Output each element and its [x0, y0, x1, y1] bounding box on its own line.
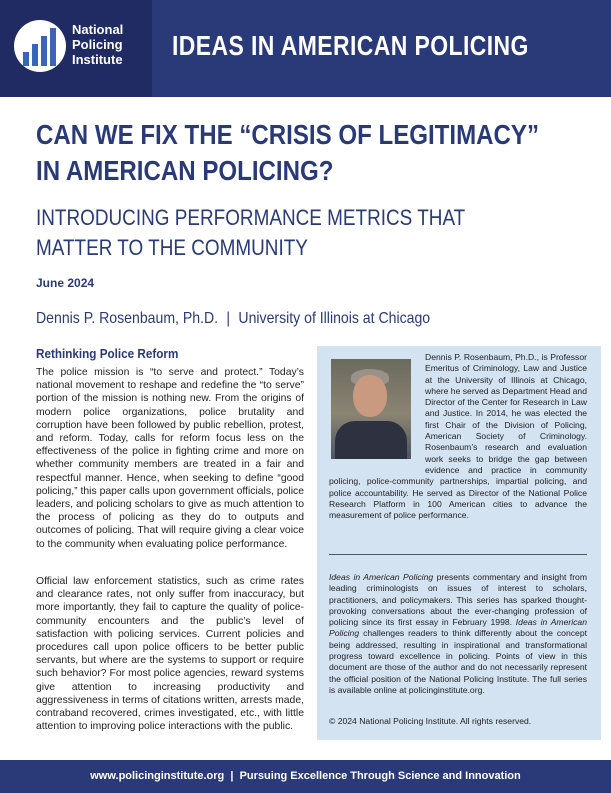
page-title	[36, 117, 540, 189]
author-name: Dennis P. Rosenbaum, Ph.D.	[36, 310, 219, 327]
logo-bars-icon	[14, 20, 66, 72]
logo-line-1: National	[72, 22, 124, 37]
author-bio-block	[329, 352, 587, 521]
author-separator: |	[226, 310, 231, 327]
article-paragraph-1: The police mission is “to serve and protect.” Today’s national movement to reshape and redefine the “to serve” portion of the mission is nothing new. From the origins of modern police organizations, police brutality and corruption have been followed by public rebellion, protest, and reform. Today, calls for reform focus less on the effectiveness of the police in fighting crime and more on whether community members are treated in a fair and respectful manner. Hence, when seeking to define “good policing,” this paper calls upon government officials, police leaders, and policing scholars to give as much attention to the process of policing as they do to outputs and outcomes of policing. That will require giving a clear voice to the community when evaluating police performance.	[36, 367, 304, 550]
divider	[329, 554, 587, 555]
section-heading: Rethinking Police Reform	[36, 346, 179, 361]
logo-line-3: Institute	[72, 52, 123, 67]
page-subtitle	[36, 203, 518, 263]
logo-line-2: Policing	[72, 37, 123, 52]
title-line-2: IN AMERICAN POLICING?	[36, 155, 334, 186]
series-name-italic-2: Ideas in American Policing	[329, 617, 587, 639]
logo-text	[72, 22, 152, 67]
footer-banner	[0, 760, 611, 793]
article-paragraph-2: Official law enforcement statistics, such as crime rates and clearance rates, not only suffer from inaccuracy, but more importantly, they fail to capture the quality of police-community encounters and the public’s level of satisfaction with policing services. Current policies and procedures call upon police officers to be better public servants, but where are the systems to support or require such behavior? For most police agencies, reward systems give attention to increasing productivity and aggressiveness in terms of citations written, arrests made, contraband recovered, crimes investigated, etc., with little attention to improving police interactions with the public.	[36, 576, 304, 733]
author-bio: Dennis P. Rosenbaum, Ph.D., is Professor Emeritus of Criminology, Law and Justice at the University of Illinois at Chicago, where he served as Department Head and Director of the Center for Research in Law and Justice. In 2014, he was elected the first Chair of the Division of Policing, American Society of Criminology. Rosenbaum’s research and evaluation work seeks to bridge the gap between evidence and practice in community policing, police-community partnerships, impartial policing, and police accountability. He served as Director of the National Police Research Platform in 100 American cities to advance the measurement of police performance.	[329, 352, 587, 521]
author-sidebar	[317, 346, 601, 740]
author-line	[36, 310, 430, 328]
series-description	[329, 572, 587, 696]
publication-date: June 2024	[36, 276, 95, 290]
series-name-italic: Ideas in American Policing	[329, 572, 434, 582]
footer-text: www.policinginstitute.org | Pursuing Excellence Through Science and Innovation	[90, 770, 521, 782]
series-title: IDEAS IN AMERICAN POLICING	[172, 30, 529, 61]
title-line-1: CAN WE FIX THE “CRISIS OF LEGITIMACY”	[36, 119, 540, 150]
subtitle-line-1: INTRODUCING PERFORMANCE METRICS THAT	[36, 205, 466, 230]
series-about-part-2: challenges readers to think differently about the concept being addressed, resulting in inspirational and transformational progress toward excellence in policing. Points of view in this document are those of the author and do not necessarily represent the official position of the National Policing Institute. The full series is available online at policinginstitute.org.	[329, 628, 587, 695]
series-about-part-1: presents commentary and insight from leading criminologists on issues of interest to scholars, practitioners, and policymakers. This series has sparked thought-provoking conversations about the ever-changing profession of policing since its first essay in February 1998.	[329, 572, 587, 628]
header-banner	[0, 0, 611, 97]
subtitle-line-2: MATTER TO THE COMMUNITY	[36, 235, 308, 260]
copyright-notice: © 2024 National Policing Institute. All rights reserved.	[329, 716, 532, 726]
author-affiliation: University of Illinois at Chicago	[238, 310, 431, 327]
logo	[0, 0, 152, 97]
